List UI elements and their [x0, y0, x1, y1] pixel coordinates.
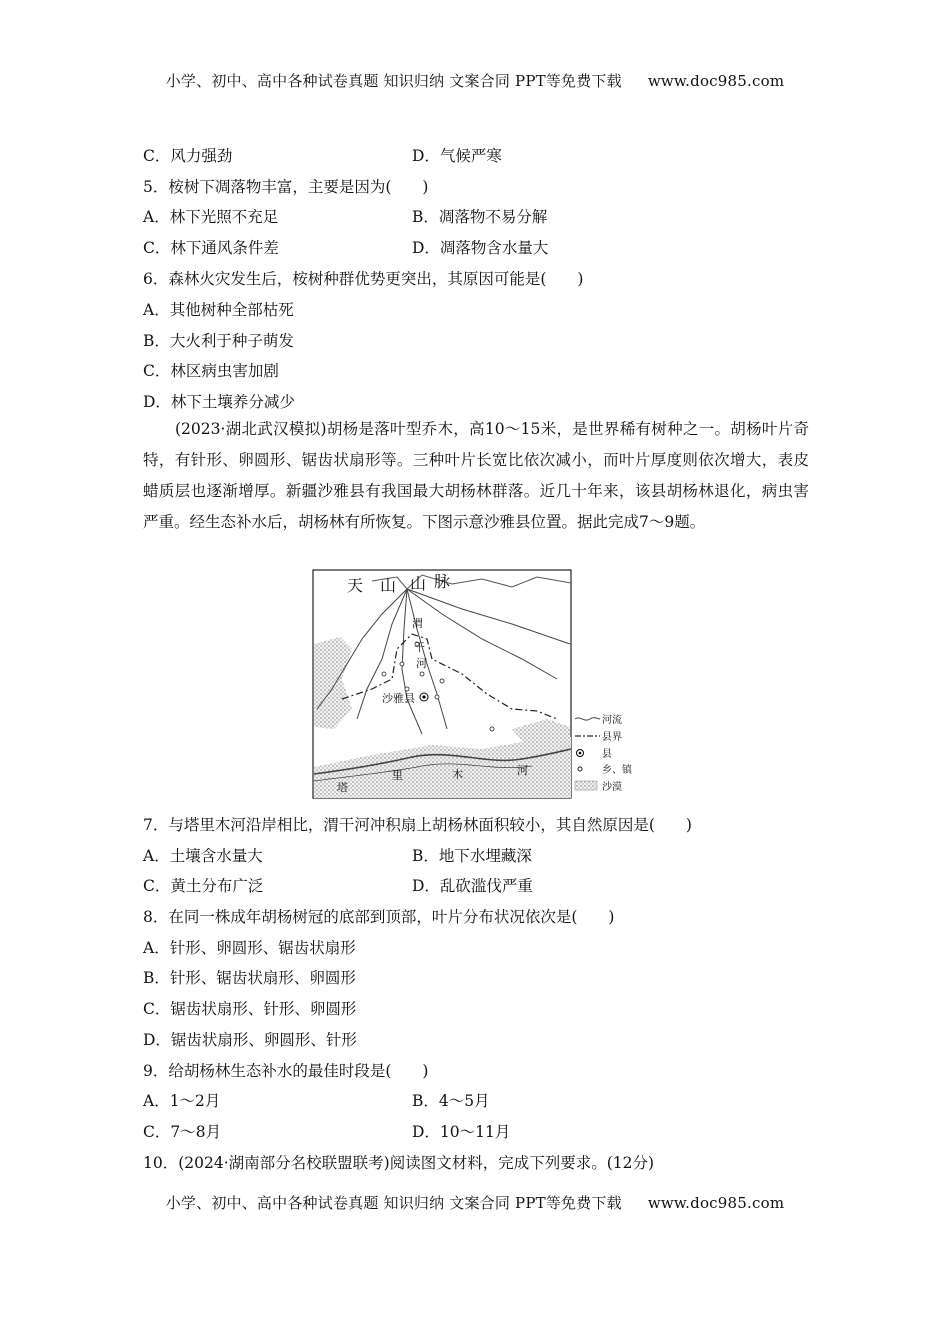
label-mai: 脉	[434, 572, 451, 591]
q8-option-c: C．锯齿状扇形、针形、卵圆形	[143, 1000, 357, 1018]
label-tian: 天	[347, 576, 364, 595]
shaya-location-map	[312, 569, 642, 799]
label-ta: 塔	[337, 781, 348, 794]
q6-option-c: C．林区病虫害加剧	[143, 362, 279, 380]
q6-option-d: D．林下土壤养分减少	[143, 393, 295, 411]
header-site: www.doc985.com	[647, 72, 785, 90]
svg-text:乡、镇: 乡、镇	[602, 765, 632, 776]
label-mu: 木	[452, 768, 463, 781]
footer-text: 小学、初中、高中各种试卷真题 知识归纳 文案合同 PPT等免费下载	[165, 1194, 622, 1212]
q7-option-b: B．地下水埋藏深	[412, 847, 532, 865]
label-gan: 干	[414, 641, 425, 654]
q9-option-c: C．7～8月	[143, 1123, 222, 1141]
q9-option-d: D．10～11月	[412, 1123, 511, 1141]
q8-option-b: B．针形、锯齿状扇形、卵圆形	[143, 969, 356, 987]
svg-text:县界: 县界	[602, 732, 622, 743]
q6-stem: 6．森林火灾发生后，桉树种群优势更突出，其原因可能是( )	[143, 270, 584, 288]
page-header	[0, 70, 950, 91]
label-shan1: 山	[380, 576, 397, 595]
q4-option-d: D．气候严寒	[412, 147, 502, 165]
q8-stem: 8．在同一株成年胡杨树冠的底部到顶部，叶片分布状况依次是( )	[143, 908, 615, 926]
q5-option-a: A．林下光照不充足	[143, 208, 279, 226]
label-li: 里	[392, 769, 403, 782]
svg-text:县: 县	[602, 749, 612, 760]
svg-text:河流: 河流	[602, 715, 622, 726]
q6-option-a: A．其他树种全部枯死	[143, 301, 294, 319]
q5-option-c: C．林下通风条件差	[143, 239, 279, 257]
q5-option-b: B．凋落物不易分解	[412, 208, 548, 226]
q5-stem: 5．桉树下凋落物丰富，主要是因为( )	[143, 178, 429, 196]
q9-option-a: A．1～2月	[143, 1092, 221, 1110]
svg-text:沙漠: 沙漠	[602, 782, 622, 793]
q7-option-d: D．乱砍滥伐严重	[412, 877, 533, 895]
q8-option-a: A．针形、卵圆形、锯齿状扇形	[143, 939, 356, 957]
label-shaya: 沙雅县	[382, 692, 415, 705]
q7-option-a: A．土壤含水量大	[143, 847, 263, 865]
label-wei: 渭	[412, 617, 423, 630]
label-shan2: 山	[410, 574, 427, 593]
label-he: 河	[416, 657, 427, 670]
map-legend	[575, 713, 633, 793]
q5-option-d: D．凋落物含水量大	[412, 239, 549, 257]
header-text: 小学、初中、高中各种试卷真题 知识归纳 文案合同 PPT等免费下载	[165, 72, 622, 90]
q8-option-d: D．锯齿状扇形、卵圆形、针形	[143, 1031, 357, 1049]
page-footer	[0, 1192, 950, 1213]
passage: (2023·湖北武汉模拟)胡杨是落叶型乔木，高10～15米，是世界稀有树种之一。胡杨叶片奇特，有针形、卵圆形、锯齿状扇形等。三种叶片长宽比依次减小，而叶片厚度则依次增大，表皮蜡质层也逐渐增厚。新疆沙雅县有我国最大胡杨林群落。近几十年来，该县胡杨林退化，病虫害严重。经生态补水后，胡杨林有所恢复。下图示意沙雅县位置。据此完成7～9题。	[143, 420, 809, 531]
q10-stem: 10．(2024·湖南部分名校联盟联考)阅读图文材料，完成下列要求。(12分)	[143, 1154, 655, 1172]
q9-stem: 9．给胡杨林生态补水的最佳时段是( )	[143, 1062, 429, 1080]
label-he2: 河	[517, 764, 528, 777]
q9-option-b: B．4～5月	[412, 1092, 490, 1110]
q6-option-b: B．大火利于种子萌发	[143, 332, 294, 350]
q7-stem: 7．与塔里木河沿岸相比，渭干河冲积扇上胡杨林面积较小，其自然原因是( )	[143, 816, 692, 834]
footer-site: www.doc985.com	[647, 1194, 785, 1212]
q7-option-c: C．黄土分布广泛	[143, 877, 264, 895]
q4-option-c: C．风力强劲	[143, 147, 233, 165]
